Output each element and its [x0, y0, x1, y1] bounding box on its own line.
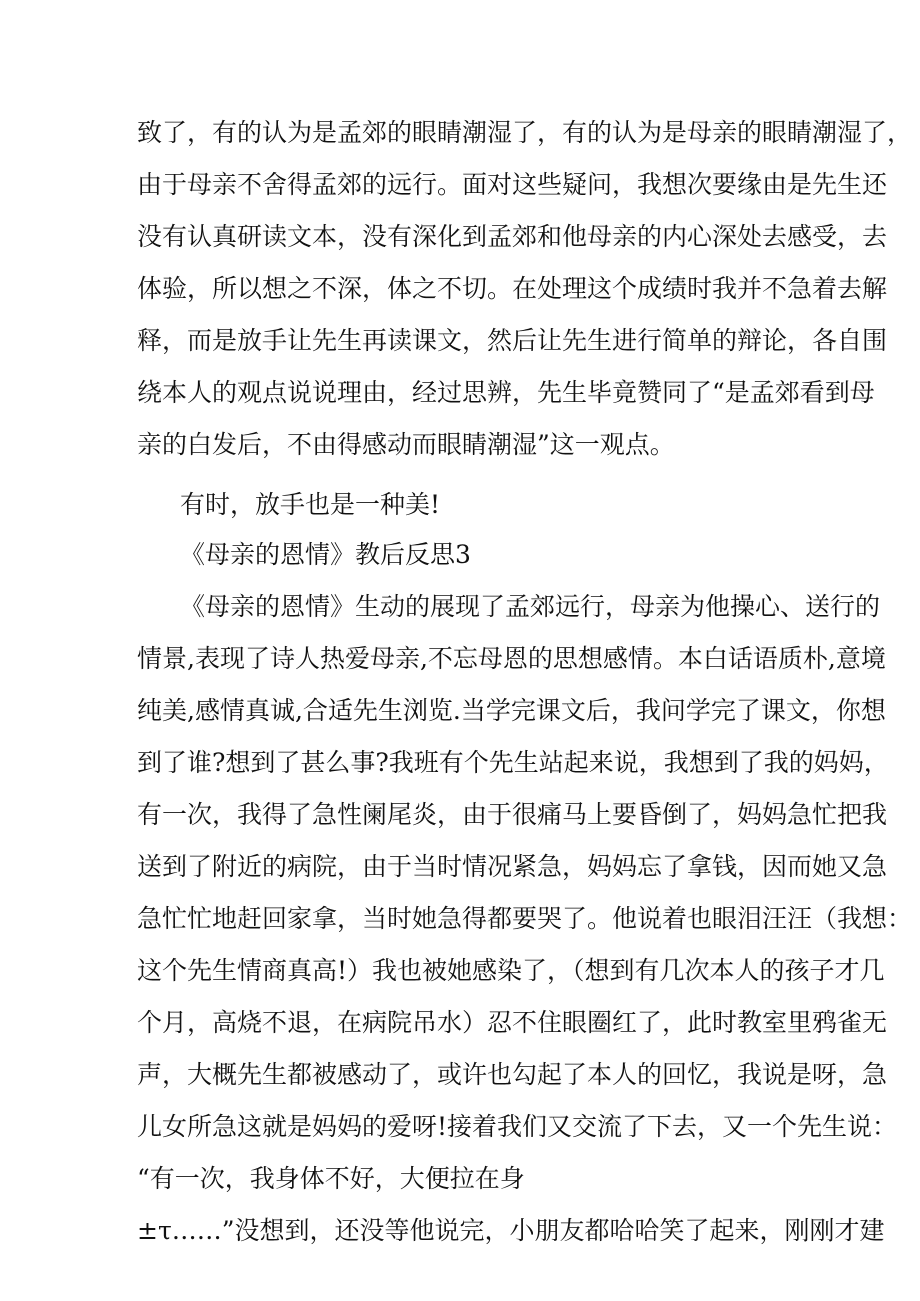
text-line-1: 致了，有的认为是孟郊的眼睛潮湿了，有的认为是母亲的眼睛潮湿了， [137, 118, 913, 147]
text-line-10: 《母亲的恩情》生动的展现了孟郊远行，母亲为他操心、送行的 [180, 592, 881, 621]
text-line-18: 个月，高烧不退，在病院吊水）忍不住眼圈红了，此时教室里鸦雀无 [137, 1008, 888, 1037]
section-heading: 《母亲的恩情》教后反思3 [180, 540, 471, 569]
text-line-21: “有一次，我身体不好，大便拉在身 [137, 1164, 525, 1193]
text-line-15: 送到了附近的病院，由于当时情况紧急，妈妈忘了拿钱，因而她又急 [137, 852, 888, 881]
text-line-13: 到了谁?想到了甚么事?我班有个先生站起来说，我想到了我的妈妈， [137, 748, 889, 777]
paragraph-note: 有时，放手也是一种美! [180, 490, 441, 519]
text-line-16: 急忙忙地赶回家拿，当时她急得都要哭了。他说着也眼泪汪汪（我想： [137, 904, 913, 933]
text-line-19: 声，大概先生都被感动了，或许也勾起了本人的回忆，我说是呀，急 [137, 1060, 888, 1089]
text-line-4: 体验，所以想之不深，体之不切。在处理这个成绩时我并不急着去解 [137, 274, 888, 303]
text-line-22: ±τ……”没想到，还没等他说完，小朋友都哈哈笑了起来，刚刚才建 [137, 1216, 885, 1245]
text-line-17: 这个先生情商真高!）我也被她感染了，（想到有几次本人的孩子才几 [137, 956, 885, 985]
text-line-14: 有一次，我得了急性阑尾炎，由于很痛马上要昏倒了，妈妈急忙把我 [137, 800, 888, 829]
text-line-2: 由于母亲不舍得孟郊的远行。面对这些疑问，我想次要缘由是先生还 [137, 170, 888, 199]
text-line-12: 纯美,感情真诚,合适先生浏览.当学完课文后，我问学完了课文，你想 [137, 696, 886, 725]
text-line-3: 没有认真研读文本，没有深化到孟郊和他母亲的内心深处去感受，去 [137, 222, 888, 251]
text-line-7: 亲的白发后，不由得感动而眼睛潮湿”这一观点。 [137, 430, 675, 459]
text-line-11: 情景,表现了诗人热爱母亲,不忘母恩的思想感情。本白话语质朴,意境 [137, 644, 886, 673]
text-line-5: 释，而是放手让先生再读课文，然后让先生进行简单的辩论，各自围 [137, 326, 888, 355]
text-line-6: 绕本人的观点说说理由，经过思辨，先生毕竟赞同了“是孟郊看到母 [137, 378, 875, 407]
text-line-20: 儿女所急这就是妈妈的爱呀!接着我们又交流了下去，又一个先生说： [137, 1112, 898, 1141]
